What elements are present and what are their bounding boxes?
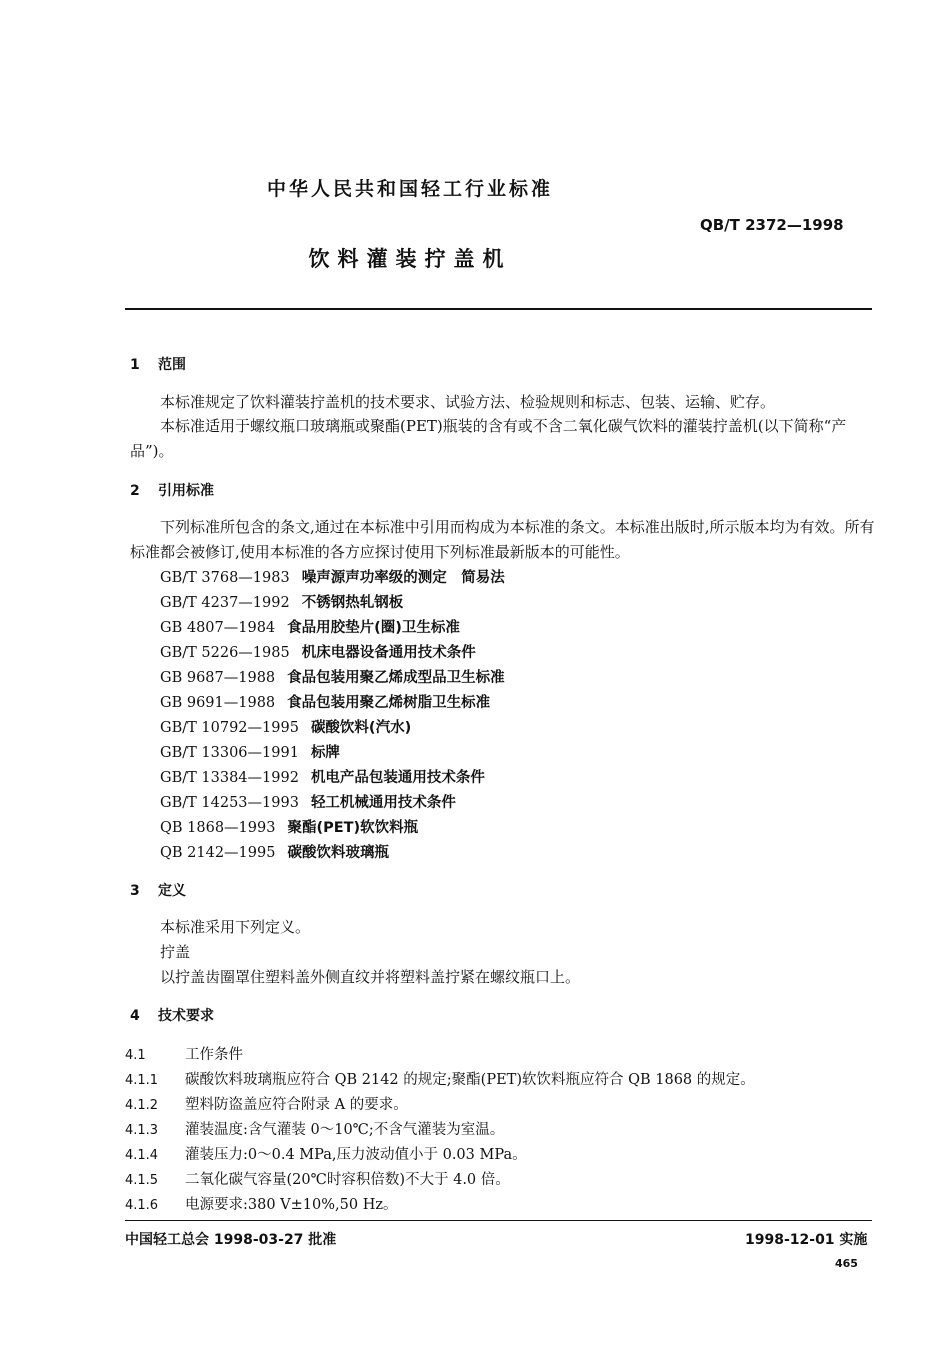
section-number: 3 — [130, 883, 140, 899]
section-1-paragraph-1: 本标准规定了饮料灌装拧盖机的技术要求、试验方法、检验规则和标志、包装、运输、贮存。 — [160, 393, 776, 411]
header-rule — [125, 308, 872, 310]
implementation-date: 1998-12-01 实施 — [745, 1232, 868, 1248]
approval-note: 中国轻工总会 1998-03-27 批准 — [125, 1232, 337, 1248]
reference-title: 食品包装用聚乙烯成型品卫生标准 — [287, 670, 505, 686]
reference-title: 碳酸饮料(汽水) — [310, 720, 412, 736]
section-title: 定义 — [158, 883, 186, 899]
reference-title: 聚酯(PET)软饮料瓶 — [287, 820, 419, 836]
reference-code: QB 1868—1993 — [160, 820, 276, 836]
reference-item — [160, 666, 505, 687]
reference-title: 标牌 — [310, 745, 340, 761]
reference-code: GB 9691—1988 — [160, 695, 276, 711]
definition-term: 拧盖 — [160, 943, 191, 961]
reference-item — [160, 816, 418, 837]
section-3-paragraph: 本标准采用下列定义。 — [160, 918, 311, 936]
clause-item — [125, 1168, 510, 1189]
clause-item — [125, 1068, 755, 1089]
reference-title: 轻工机械通用技术条件 — [310, 795, 456, 811]
reference-title: 食品包装用聚乙烯树脂卫生标准 — [287, 695, 491, 711]
reference-code: GB/T 10792—1995 — [160, 720, 299, 736]
reference-code: GB 9687—1988 — [160, 670, 276, 686]
reference-item — [160, 716, 411, 737]
clause-item — [125, 1093, 408, 1114]
reference-code: QB 2142—1995 — [160, 845, 276, 861]
standard-code: QB/T 2372—1998 — [700, 216, 844, 234]
clause-item — [125, 1143, 527, 1164]
reference-title: 碳酸饮料玻璃瓶 — [287, 845, 389, 861]
clause-text: 电源要求:380 V±10%,50 Hz。 — [185, 1197, 398, 1213]
reference-item — [160, 841, 389, 862]
section-title: 技术要求 — [158, 1008, 214, 1024]
document-title: 饮料灌装拧盖机 — [308, 247, 512, 271]
clause-text: 灌装压力:0～0.4 MPa,压力波动值小于 0.03 MPa。 — [185, 1147, 527, 1163]
clause-item — [125, 1118, 504, 1139]
reference-title: 机电产品包装通用技术条件 — [310, 770, 485, 786]
reference-item — [160, 591, 403, 612]
footer-rule — [125, 1220, 872, 1221]
reference-title: 食品用胶垫片(圈)卫生标准 — [287, 620, 460, 636]
section-1-paragraph-2: 本标准适用于螺纹瓶口玻璃瓶或聚酯(PET)瓶装的含有或不含二氧化碳气饮料的灌装拧盖机(以下简称“产品”)。 — [130, 417, 847, 460]
reference-code: GB/T 5226—1985 — [160, 645, 290, 661]
clause-item — [125, 1193, 397, 1214]
reference-item — [160, 641, 476, 662]
clause-number: 4.1.6 — [125, 1198, 159, 1213]
section-4-heading — [130, 1005, 214, 1025]
section-number: 2 — [130, 483, 140, 499]
clause-text: 塑料防盗盖应符合附录 A 的要求。 — [185, 1097, 408, 1113]
clause-number: 4.1.5 — [125, 1173, 159, 1188]
section-number: 1 — [130, 357, 140, 373]
clause-number: 4.1.3 — [125, 1123, 159, 1138]
reference-title: 噪声源声功率级的测定 简易法 — [301, 570, 505, 586]
reference-title: 不锈钢热轧钢板 — [301, 595, 404, 611]
reference-code: GB/T 14253—1993 — [160, 795, 299, 811]
reference-item — [160, 566, 505, 587]
issuing-body-title: 中华人民共和国轻工行业标准 — [266, 178, 553, 200]
clause-number: 4.1.2 — [125, 1098, 159, 1113]
section-1-heading — [130, 354, 186, 374]
clause-text: 二氧化碳气容量(20℃时容积倍数)不大于 4.0 倍。 — [185, 1172, 510, 1188]
reference-code: GB/T 4237—1992 — [160, 595, 290, 611]
reference-code: GB/T 3768—1983 — [160, 570, 290, 586]
section-3-heading — [130, 880, 186, 900]
section-number: 4 — [130, 1008, 140, 1024]
clause-number: 4.1.4 — [125, 1148, 159, 1163]
reference-item — [160, 791, 456, 812]
reference-code: GB/T 13384—1992 — [160, 770, 299, 786]
clause-number: 4.1.1 — [125, 1073, 159, 1088]
page-number: 465 — [835, 1257, 858, 1270]
reference-item — [160, 766, 485, 787]
definition-text: 以拧盖齿圈罩住塑料盖外侧直纹并将塑料盖拧紧在螺纹瓶口上。 — [160, 968, 581, 986]
clause-item — [125, 1043, 243, 1064]
reference-item — [160, 741, 340, 762]
reference-item — [160, 616, 460, 637]
clause-text: 工作条件 — [185, 1047, 243, 1063]
reference-title: 机床电器设备通用技术条件 — [301, 645, 476, 661]
clause-number: 4.1 — [125, 1048, 146, 1063]
reference-item — [160, 691, 490, 712]
section-title: 引用标准 — [158, 483, 214, 499]
clause-text: 灌装温度:含气灌装 0～10℃;不含气灌装为室温。 — [185, 1122, 505, 1138]
section-title: 范围 — [158, 357, 186, 373]
section-2-heading — [130, 480, 214, 500]
reference-code: GB 4807—1984 — [160, 620, 276, 636]
section-2-intro: 下列标准所包含的条文,通过在本标准中引用而构成为本标准的条文。本标准出版时,所示版本均为有效。所有标准都会被修订,使用本标准的各方应探讨使用下列标准最新版本的可能性。 — [130, 518, 875, 561]
reference-code: GB/T 13306—1991 — [160, 745, 299, 761]
clause-text: 碳酸饮料玻璃瓶应符合 QB 2142 的规定;聚酯(PET)软饮料瓶应符合 QB 1868 的规定。 — [185, 1072, 755, 1088]
